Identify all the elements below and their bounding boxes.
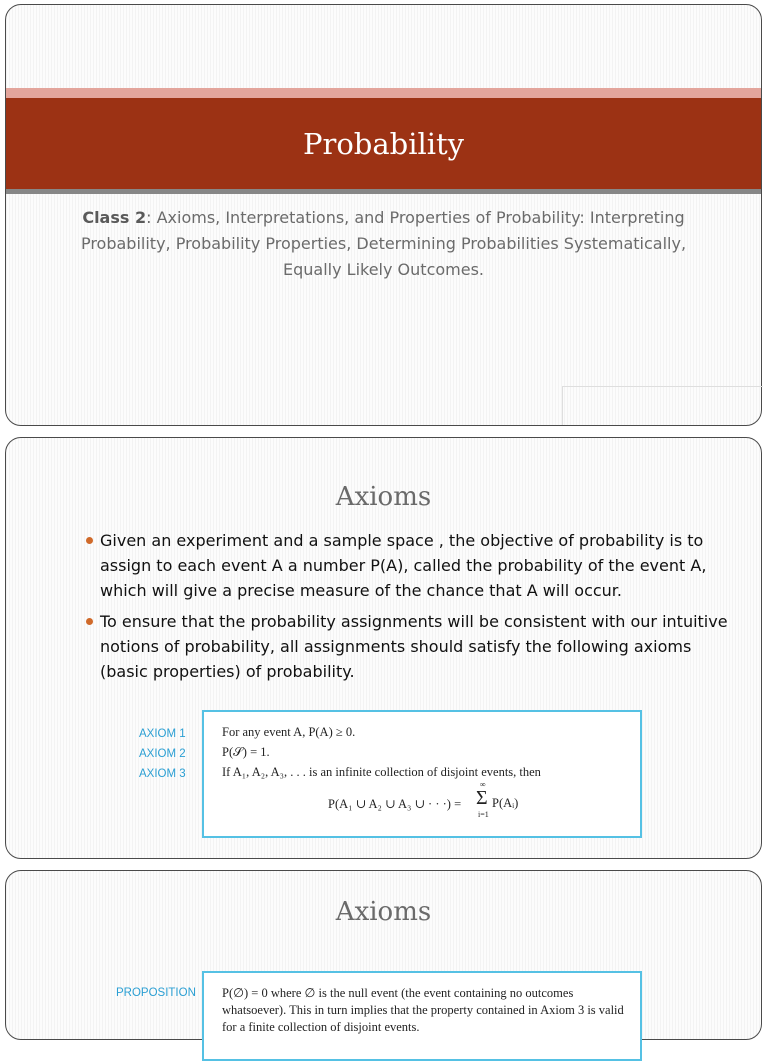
title-band-accent — [6, 88, 761, 98]
bullet-list — [100, 528, 743, 690]
bullet-text: To ensure that the probability assignments will be consistent with our intuitive notions of probability, all assignments should satisfy the following axioms (basic properties) of probability. — [100, 612, 728, 681]
axiom-label: AXIOM 2 — [139, 748, 186, 760]
bullet-item — [100, 528, 743, 603]
slide-subtitle — [66, 205, 701, 283]
bullet-item — [100, 609, 743, 684]
title-band-rule — [6, 189, 761, 194]
subtitle-text: : Axioms, Interpretations, and Properties of Probability: Interpreting Probability, Probability Properties, Determining Probabilities Systematically, Equally Likely Outcomes. — [80, 208, 687, 279]
proposition-text: P(∅) = 0 where ∅ is the null event (the event containing no outcomes whatsoever). This in turn implies that the property contained in Axiom 3 is valid for a finite collection of disjoint events. — [222, 986, 624, 1034]
formula-sum: Σ — [476, 787, 488, 809]
formula-sub: i=1 — [478, 810, 489, 819]
slide-3[interactable] — [5, 870, 762, 1040]
axiom-box — [202, 710, 642, 838]
axiom-line: If A₁, A₂, A₃, . . . is an infinite collection of disjoint events, then — [222, 765, 541, 779]
axiom-text — [222, 722, 632, 782]
bullet-dot-icon — [86, 537, 93, 544]
slide-2[interactable] — [5, 437, 762, 859]
axiom-line: P(𝒮) = 1. — [222, 745, 270, 759]
formula-right: P(Aᵢ) — [492, 796, 519, 810]
formula-left: P(A₁ ∪ A₂ ∪ A₃ ∪ · · ·) = — [328, 797, 462, 811]
slide-title: Axioms — [335, 482, 432, 512]
axiom-formula — [328, 780, 608, 824]
proposition-label: PROPOSITION — [116, 987, 196, 999]
formula-sup: ∞ — [480, 780, 486, 789]
axiom-line: For any event A, P(A) ≥ 0. — [222, 725, 356, 739]
axiom-label: AXIOM 1 — [139, 728, 186, 740]
axiom-labels — [139, 724, 199, 784]
slide-title: Axioms — [335, 897, 432, 927]
axiom-label: AXIOM 3 — [139, 768, 186, 780]
slide-title: Probability — [302, 126, 465, 161]
slide-1[interactable] — [5, 4, 762, 426]
slide-corner-frame — [562, 386, 763, 425]
bullet-dot-icon — [86, 618, 93, 625]
bullet-text: Given an experiment and a sample space , the objective of probability is to assign to each event A a number P(A), called the probability of the event A, which will give a precise measure of the chance that A will occur. — [100, 531, 707, 600]
proposition-box — [202, 971, 642, 1061]
subtitle-lead: Class 2 — [82, 208, 147, 227]
